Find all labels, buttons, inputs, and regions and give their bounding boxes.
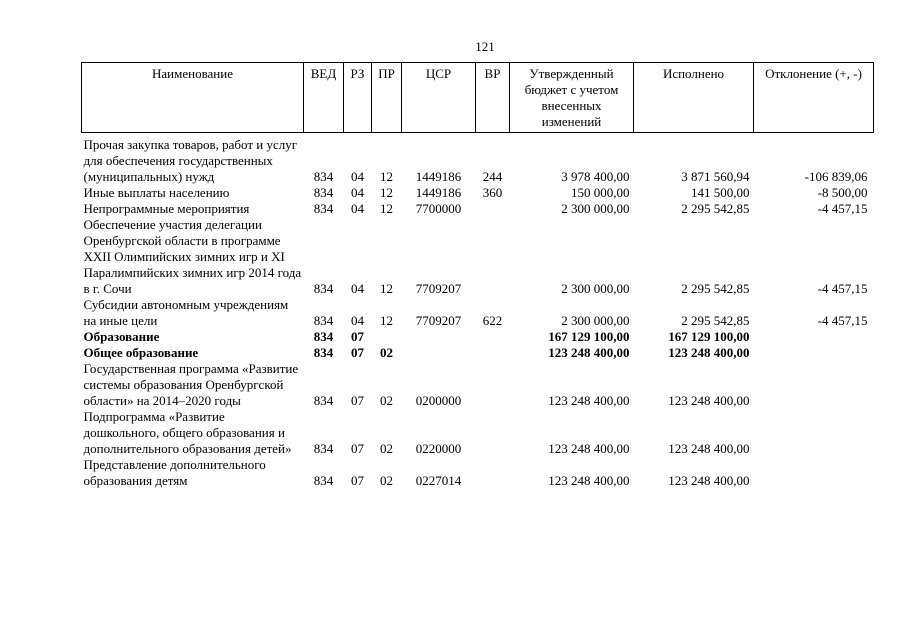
table-row [82, 345, 874, 361]
cell-rz: 07 [351, 329, 364, 344]
table-row [82, 185, 874, 201]
cell-csr [402, 329, 476, 345]
table-row [82, 361, 874, 409]
page-number: 121 [475, 39, 495, 54]
cell-ved: 834 [313, 313, 334, 328]
header-vr: ВР [476, 63, 510, 133]
cell-name: Общее образование [83, 345, 199, 360]
cell-executed: 141 500,00 [691, 185, 750, 200]
cell-pr: 12 [380, 313, 393, 328]
cell-ved: 834 [313, 185, 334, 200]
cell-vr: 244 [482, 169, 503, 184]
cell-pr: 12 [380, 201, 393, 216]
cell-name: Государственная программа «Развитие системы образования Оренбургской области» на 2014–2020 годы [83, 361, 299, 408]
cell-approved: 150 000,00 [571, 185, 630, 200]
cell-pr: 02 [380, 345, 393, 360]
cell-approved: 2 300 000,00 [561, 201, 630, 216]
cell-name: Образование [83, 329, 160, 344]
cell-approved: 3 978 400,00 [561, 169, 630, 184]
cell-vr [476, 457, 510, 489]
cell-name: Субсидии автономным учреждениям на иные цели [83, 297, 289, 328]
cell-deviation [754, 329, 874, 345]
cell-approved: 167 129 100,00 [548, 329, 630, 344]
cell-pr: 12 [380, 169, 393, 184]
cell-executed: 2 295 542,85 [681, 281, 750, 296]
cell-csr: 7709207 [415, 313, 462, 328]
cell-deviation [754, 345, 874, 361]
cell-csr: 0220000 [415, 441, 462, 456]
header-deviation: Отклонение (+, -) [754, 63, 874, 133]
cell-rz: 04 [351, 169, 364, 184]
table-header-row [82, 63, 874, 133]
cell-name: Прочая закупка товаров, работ и услуг для обеспечения государственных (муниципальных) нужд [83, 137, 298, 184]
cell-rz: 04 [351, 201, 364, 216]
cell-deviation [754, 361, 874, 409]
cell-executed: 123 248 400,00 [668, 393, 750, 408]
cell-name: Обеспечение участия делегации Оренбургской области в программе XXII Олимпийских зимних игр и XI Паралимпийских зимних игр 2014 года в г. Сочи [83, 217, 302, 296]
cell-vr: 622 [482, 313, 503, 328]
table-row [82, 297, 874, 329]
cell-vr [476, 409, 510, 457]
cell-approved: 123 248 400,00 [548, 441, 630, 456]
cell-ved: 834 [313, 345, 334, 360]
cell-rz: 04 [351, 313, 364, 328]
cell-csr: 1449186 [415, 169, 462, 184]
table-row [82, 217, 874, 297]
header-rz: РЗ [344, 63, 372, 133]
cell-rz: 04 [351, 281, 364, 296]
cell-csr: 1449186 [415, 185, 462, 200]
cell-ved: 834 [313, 473, 334, 488]
cell-csr: 0227014 [415, 473, 462, 488]
header-ved: ВЕД [304, 63, 344, 133]
cell-rz: 07 [351, 473, 364, 488]
table-row [82, 457, 874, 489]
cell-vr: 360 [482, 185, 503, 200]
cell-vr [476, 361, 510, 409]
cell-executed: 2 295 542,85 [681, 313, 750, 328]
cell-approved: 2 300 000,00 [561, 313, 630, 328]
table-row [82, 137, 874, 185]
cell-vr [476, 217, 510, 297]
cell-deviation: -4 457,15 [817, 201, 868, 216]
cell-executed: 167 129 100,00 [668, 329, 750, 344]
cell-approved: 2 300 000,00 [561, 281, 630, 296]
cell-ved: 834 [313, 393, 334, 408]
cell-pr: 02 [380, 473, 393, 488]
cell-ved: 834 [313, 329, 334, 344]
table-row [82, 409, 874, 457]
cell-ved: 834 [313, 169, 334, 184]
cell-csr: 0200000 [415, 393, 462, 408]
cell-executed: 123 248 400,00 [668, 441, 750, 456]
cell-vr [476, 201, 510, 217]
table-row [82, 329, 874, 345]
cell-executed: 123 248 400,00 [668, 345, 750, 360]
header-approved: Утвержденный бюджет с учетом внесенных изменений [510, 63, 634, 133]
cell-deviation [754, 457, 874, 489]
cell-executed: 2 295 542,85 [681, 201, 750, 216]
cell-deviation: -4 457,15 [817, 313, 868, 328]
cell-ved: 834 [313, 441, 334, 456]
cell-approved: 123 248 400,00 [548, 345, 630, 360]
cell-approved: 123 248 400,00 [548, 473, 630, 488]
header-pr: ПР [372, 63, 402, 133]
cell-deviation: -106 839,06 [804, 169, 868, 184]
cell-pr [372, 329, 402, 345]
cell-executed: 3 871 560,94 [681, 169, 750, 184]
cell-csr: 7709207 [415, 281, 462, 296]
header-executed: Исполнено [634, 63, 754, 133]
cell-name: Представление дополнительного образования детям [83, 457, 266, 488]
cell-pr: 12 [380, 185, 393, 200]
cell-ved: 834 [313, 201, 334, 216]
cell-rz: 07 [351, 441, 364, 456]
budget-table [81, 62, 874, 489]
cell-rz: 07 [351, 345, 364, 360]
cell-pr: 12 [380, 281, 393, 296]
cell-ved: 834 [313, 281, 334, 296]
cell-csr: 7700000 [415, 201, 462, 216]
cell-deviation: -4 457,15 [817, 281, 868, 296]
header-name: Наименование [82, 63, 304, 133]
cell-vr [476, 329, 510, 345]
cell-name: Подпрограмма «Развитие дошкольного, общего образования и дополнительного образования детей» [83, 409, 292, 456]
cell-deviation [754, 409, 874, 457]
cell-pr: 02 [380, 441, 393, 456]
cell-csr [402, 345, 476, 361]
cell-rz: 07 [351, 393, 364, 408]
cell-name: Иные выплаты населению [83, 185, 230, 200]
cell-name: Непрограммные мероприятия [83, 201, 250, 216]
cell-pr: 02 [380, 393, 393, 408]
cell-executed: 123 248 400,00 [668, 473, 750, 488]
cell-deviation: -8 500,00 [817, 185, 868, 200]
cell-rz: 04 [351, 185, 364, 200]
cell-approved: 123 248 400,00 [548, 393, 630, 408]
table-row [82, 201, 874, 217]
table-body [82, 133, 874, 490]
cell-vr [476, 345, 510, 361]
header-csr: ЦСР [402, 63, 476, 133]
